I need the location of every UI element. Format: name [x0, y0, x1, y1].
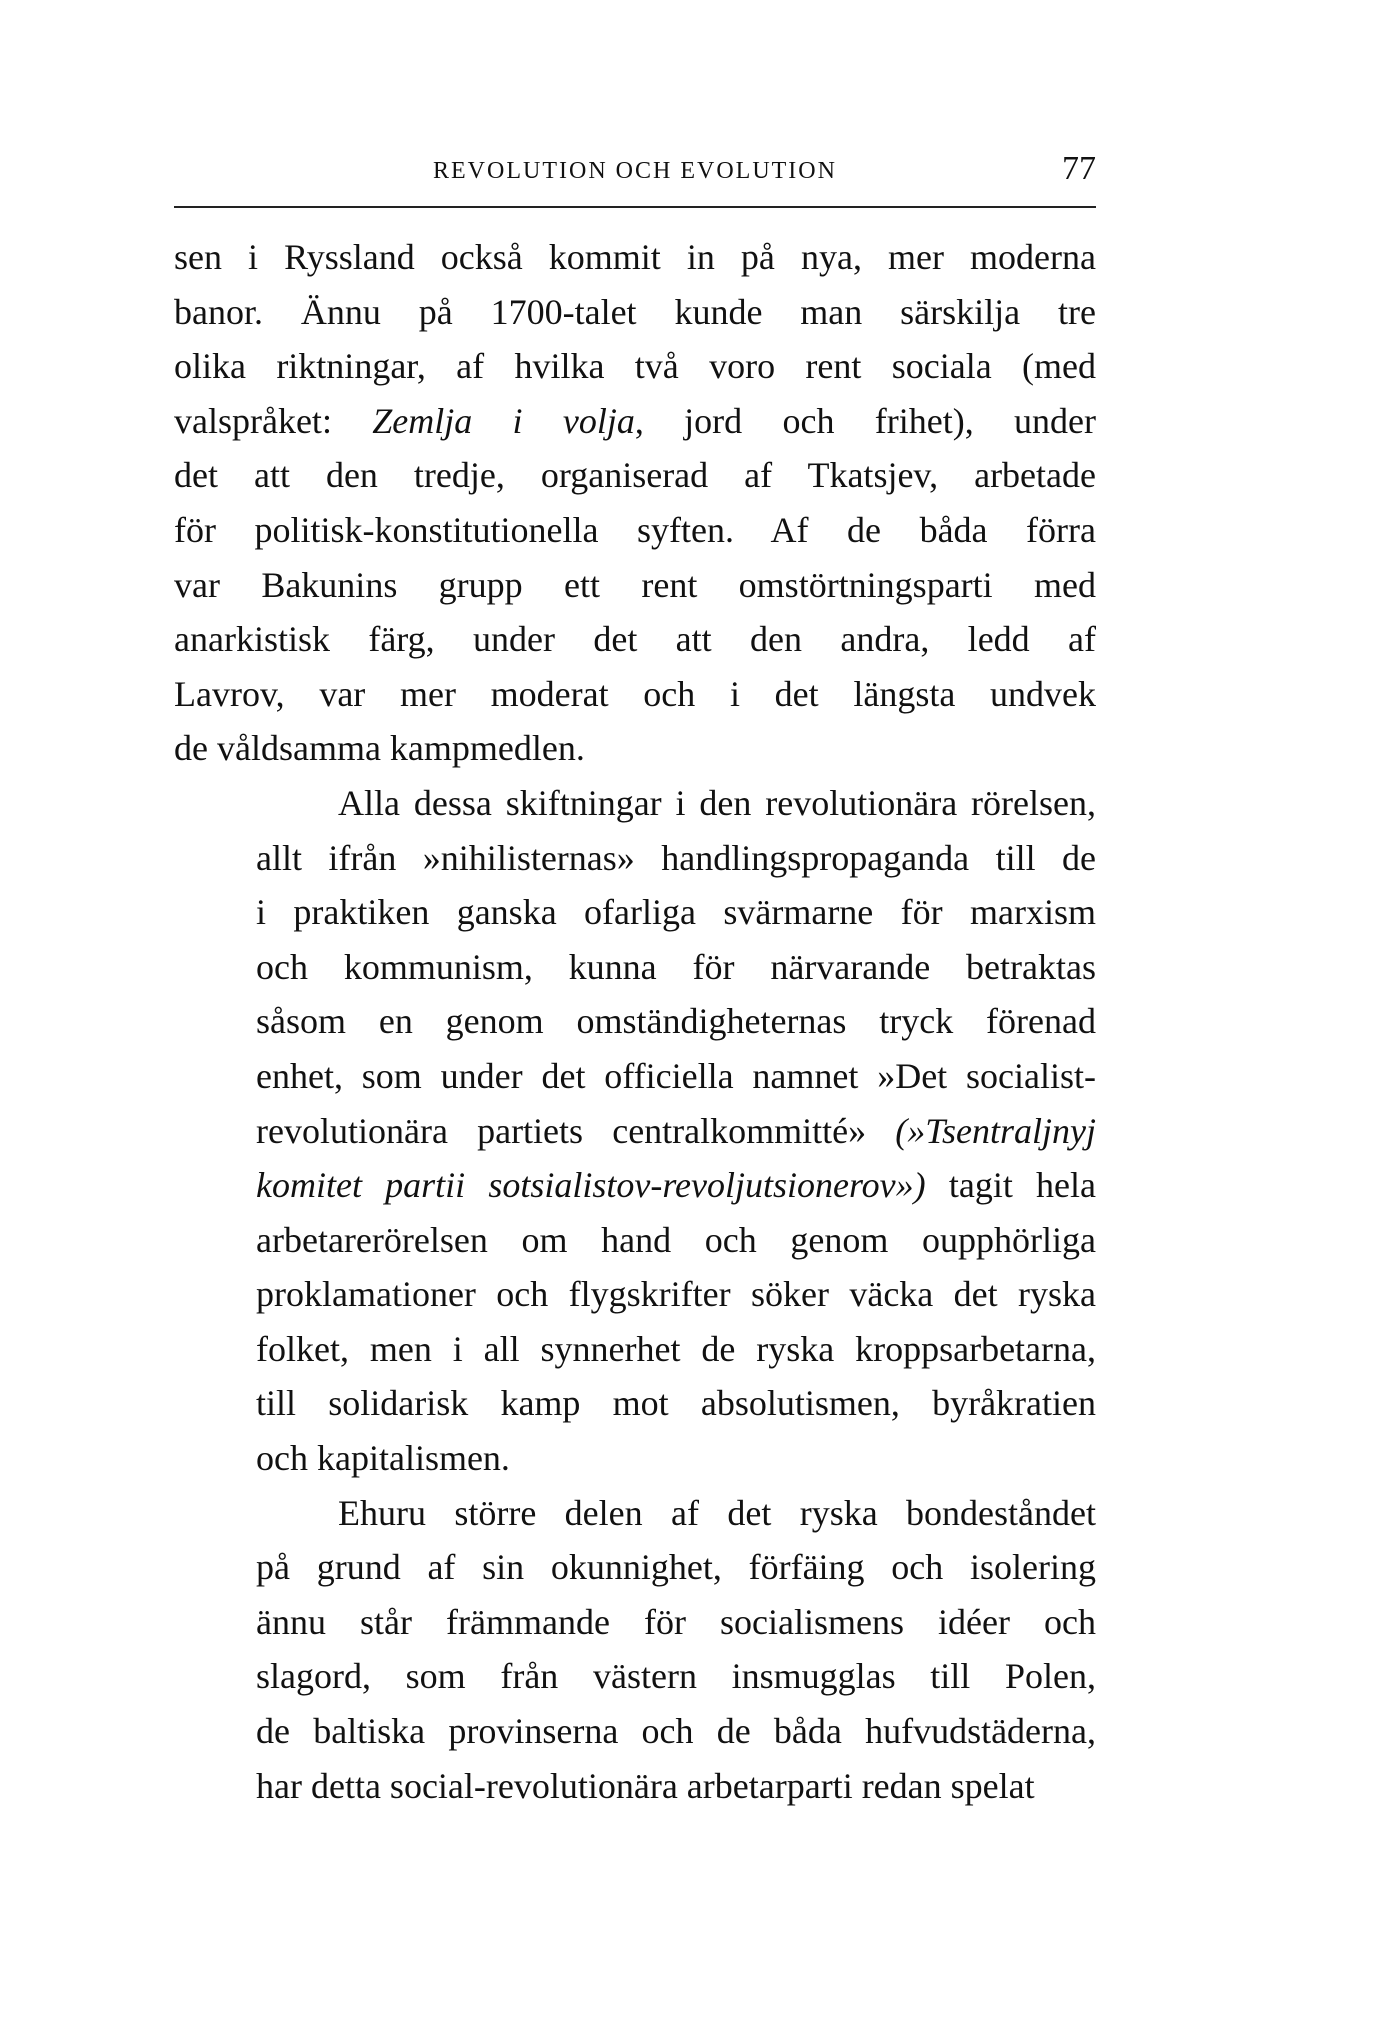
text-line: olika riktningar, af hvilka två voro rent sociala (med: [174, 346, 1096, 387]
text-line: var Bakunins grupp ett rent omstörtningsparti med: [174, 564, 1096, 605]
text-line: anarkistisk färg, under det att den andra, ledd af: [174, 619, 1096, 660]
text-line: revolutionära partiets centralkommitté» (»Tsentraljnyj: [256, 1110, 1096, 1151]
text-line: till solidarisk kamp mot absolutismen, byråkratien: [256, 1383, 1096, 1424]
italic-text: (»Tsentraljnyj: [895, 1110, 1096, 1151]
text-line: såsom en genom omständigheternas tryck förenad: [256, 1001, 1096, 1042]
running-head: [174, 150, 1096, 198]
italic-text: komitet partii sotsialistov-revoljutsionerov»): [256, 1165, 926, 1206]
text-line: för politisk-konstitutionella syften. Af de båda förra: [174, 509, 1096, 550]
text-line: på grund af sin okunnighet, förfäing och isolering: [256, 1547, 1096, 1588]
text-line: allt ifrån »nihilisternas» handlingspropaganda till de: [256, 837, 1096, 878]
running-title: REVOLUTION OCH EVOLUTION: [433, 158, 837, 184]
text-line: de våldsamma kampmedlen.: [174, 728, 585, 769]
text-line: Alla dessa skiftningar i den revolutionära rörelsen,: [338, 782, 1096, 823]
body-text: [174, 230, 1096, 1813]
text-line: komitet partii sotsialistov-revoljutsionerov») tagit hela: [256, 1165, 1096, 1206]
text-line: och kommunism, kunna för närvarande betraktas: [256, 946, 1096, 987]
text-line: folket, men i all synnerhet de ryska kroppsarbetarna,: [256, 1328, 1096, 1369]
text-line: det att den tredje, organiserad af Tkatsjev, arbetade: [174, 455, 1096, 496]
text-line: i praktiken ganska ofarliga svärmarne för marxism: [256, 892, 1096, 933]
text-line: och kapitalismen.: [256, 1438, 510, 1479]
page-number: 77: [1062, 150, 1096, 187]
text-line: slagord, som från västern insmugglas till Polen,: [256, 1656, 1096, 1697]
text-line: Lavrov, var mer moderat och i det längsta undvek: [174, 673, 1096, 714]
text-line: arbetarerörelsen om hand och genom oupphörliga: [256, 1219, 1096, 1260]
text-line: ännu står främmande för socialismens idéer och: [256, 1601, 1096, 1642]
header-rule: [174, 206, 1096, 208]
paragraph: [174, 1486, 1096, 1814]
text-line: de baltiska provinserna och de båda hufvudstäderna,: [256, 1711, 1096, 1752]
italic-text: Zemlja i volja: [372, 400, 635, 441]
text-line: banor. Ännu på 1700-talet kunde man särskilja tre: [174, 291, 1096, 332]
text-line: proklamationer och flygskrifter söker väcka det ryska: [256, 1274, 1096, 1315]
text-line: valspråket: Zemlja i volja, jord och frihet), under: [174, 400, 1096, 441]
text-line: enhet, som under det officiella namnet »Det socialist-: [256, 1055, 1096, 1096]
text-line: Ehuru större delen af det ryska bondeståndet: [338, 1492, 1096, 1533]
book-page: [174, 150, 1096, 1813]
text-line: har detta social-revolutionära arbetarparti redan spelat: [256, 1765, 1035, 1806]
text-line: sen i Ryssland också kommit in på nya, mer moderna: [174, 237, 1096, 277]
paragraph: [174, 776, 1096, 1486]
paragraph: [174, 230, 1096, 776]
